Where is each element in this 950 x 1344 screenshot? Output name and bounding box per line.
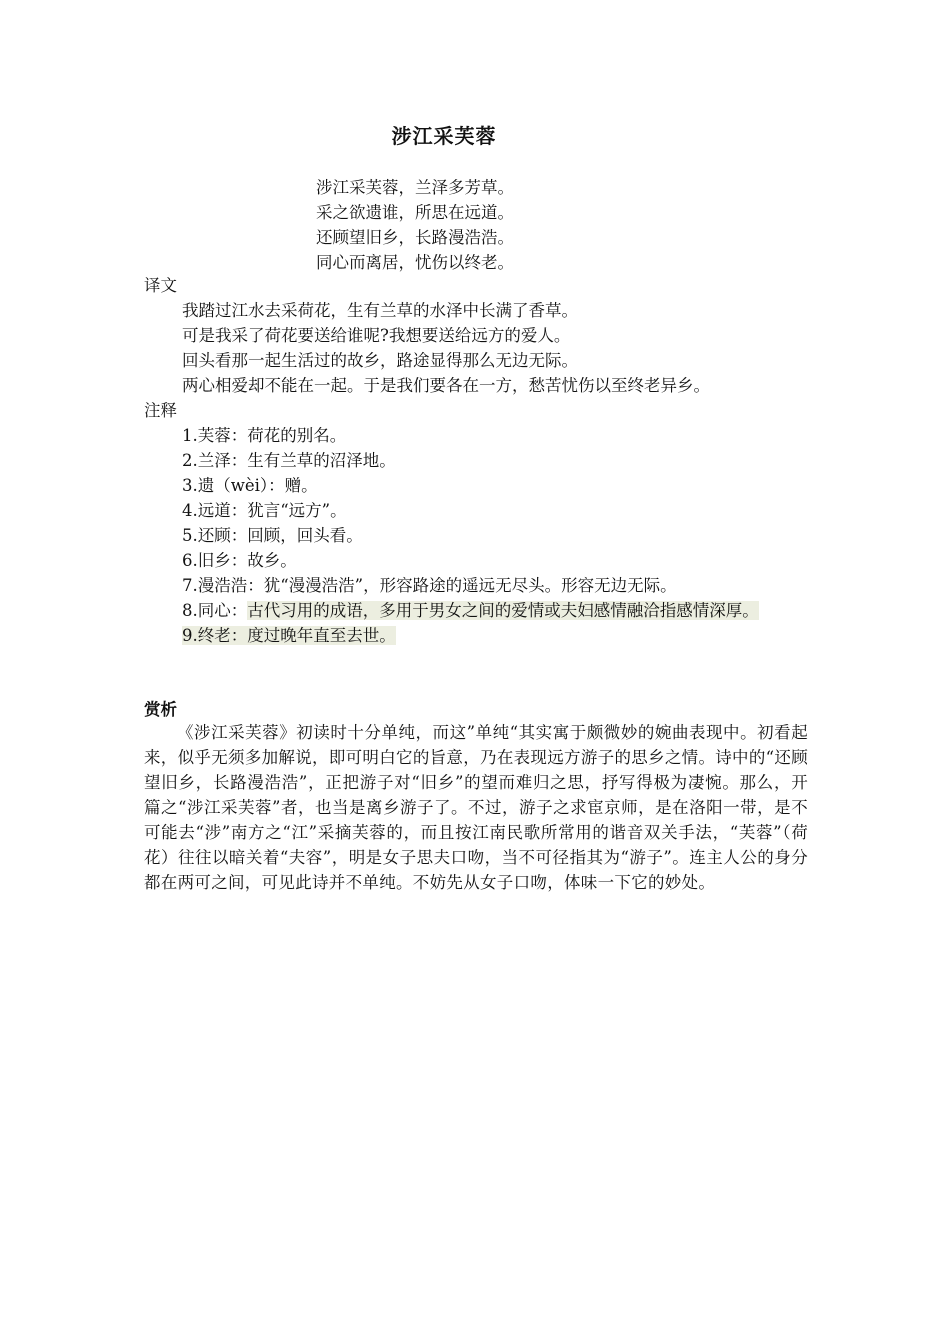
page-title: 涉江采芙蓉	[391, 124, 497, 148]
poem-line: 采之欲遗谁，所思在远道。	[316, 203, 514, 222]
translation-line: 回头看那一起生活过的故乡，路途显得那么无边无际。	[182, 351, 578, 370]
analysis-paragraph: 《涉江采芙蓉》初读时十分单纯，而这”单纯“其实寓于颇微妙的婉曲表现中。初看起来，似乎无须多加解说，即可明白它的旨意，乃在表现远方游子的思乡之情。诗中的“还顾望旧乡，长路漫浩浩”，正把游子对“旧乡”的望而难归之思，抒写得极为凄惋。那么，开篇之“涉江采芙蓉”者，也当是离乡游子了。不过，游子之求宦京师，是在洛阳一带，是不可能去“涉”南方之“江”采摘芙蓉的，而且按江南民歌所常用的谐音双关手法，“芙蓉”（荷花）往往以暗关着“夫容”，明是女子思夫口吻，当不可径指其为“游子”。连主人公的身分都在两可之间，可见此诗并不单纯。不妨先从女子口吻，体味一下它的妙处。	[144, 723, 808, 892]
note-item: 1.芙蓉：荷花的别名。	[182, 426, 347, 445]
note-item	[182, 623, 822, 648]
notes-heading: 注释	[144, 401, 177, 420]
translation-line: 我踏过江水去采荷花，生有兰草的水泽中长满了香草。	[182, 301, 578, 320]
note-item: 3.遗（wèi）：赠。	[182, 476, 318, 495]
notes-list	[182, 423, 822, 648]
translation-heading: 译文	[144, 276, 177, 295]
analysis-heading: 赏析	[144, 700, 177, 719]
poem-text	[316, 175, 736, 275]
note-item	[182, 598, 810, 623]
poem-line: 涉江采芙蓉，兰泽多芳草。	[316, 178, 514, 197]
note-item-prefix: 8.同心：	[182, 601, 248, 620]
highlighted-text: 9.终老：度过晚年直至去世。	[182, 626, 396, 645]
highlighted-text: 古代习用的成语，多用于男女之间的爱情或夫妇感情融洽指感情深厚。	[247, 601, 759, 620]
note-item: 7.漫浩浩：犹“漫漫浩浩”，形容路途的遥远无尽头。形容无边无际。	[182, 576, 677, 595]
note-item: 4.远道：犹言“远方”。	[182, 501, 347, 520]
poem-line: 还顾望旧乡，长路漫浩浩。	[316, 228, 514, 247]
note-item: 5.还顾：回顾，回头看。	[182, 526, 363, 545]
translation-text	[182, 298, 842, 398]
note-item: 6.旧乡：故乡。	[182, 551, 297, 570]
translation-line: 可是我采了荷花要送给谁呢?我想要送给远方的爱人。	[182, 326, 571, 345]
note-item: 2.兰泽：生有兰草的沼泽地。	[182, 451, 396, 470]
poem-line: 同心而离居，忧伤以终老。	[316, 253, 514, 272]
translation-line: 两心相爱却不能在一起。于是我们要各在一方，愁苦忧伤以至终老异乡。	[182, 376, 710, 395]
